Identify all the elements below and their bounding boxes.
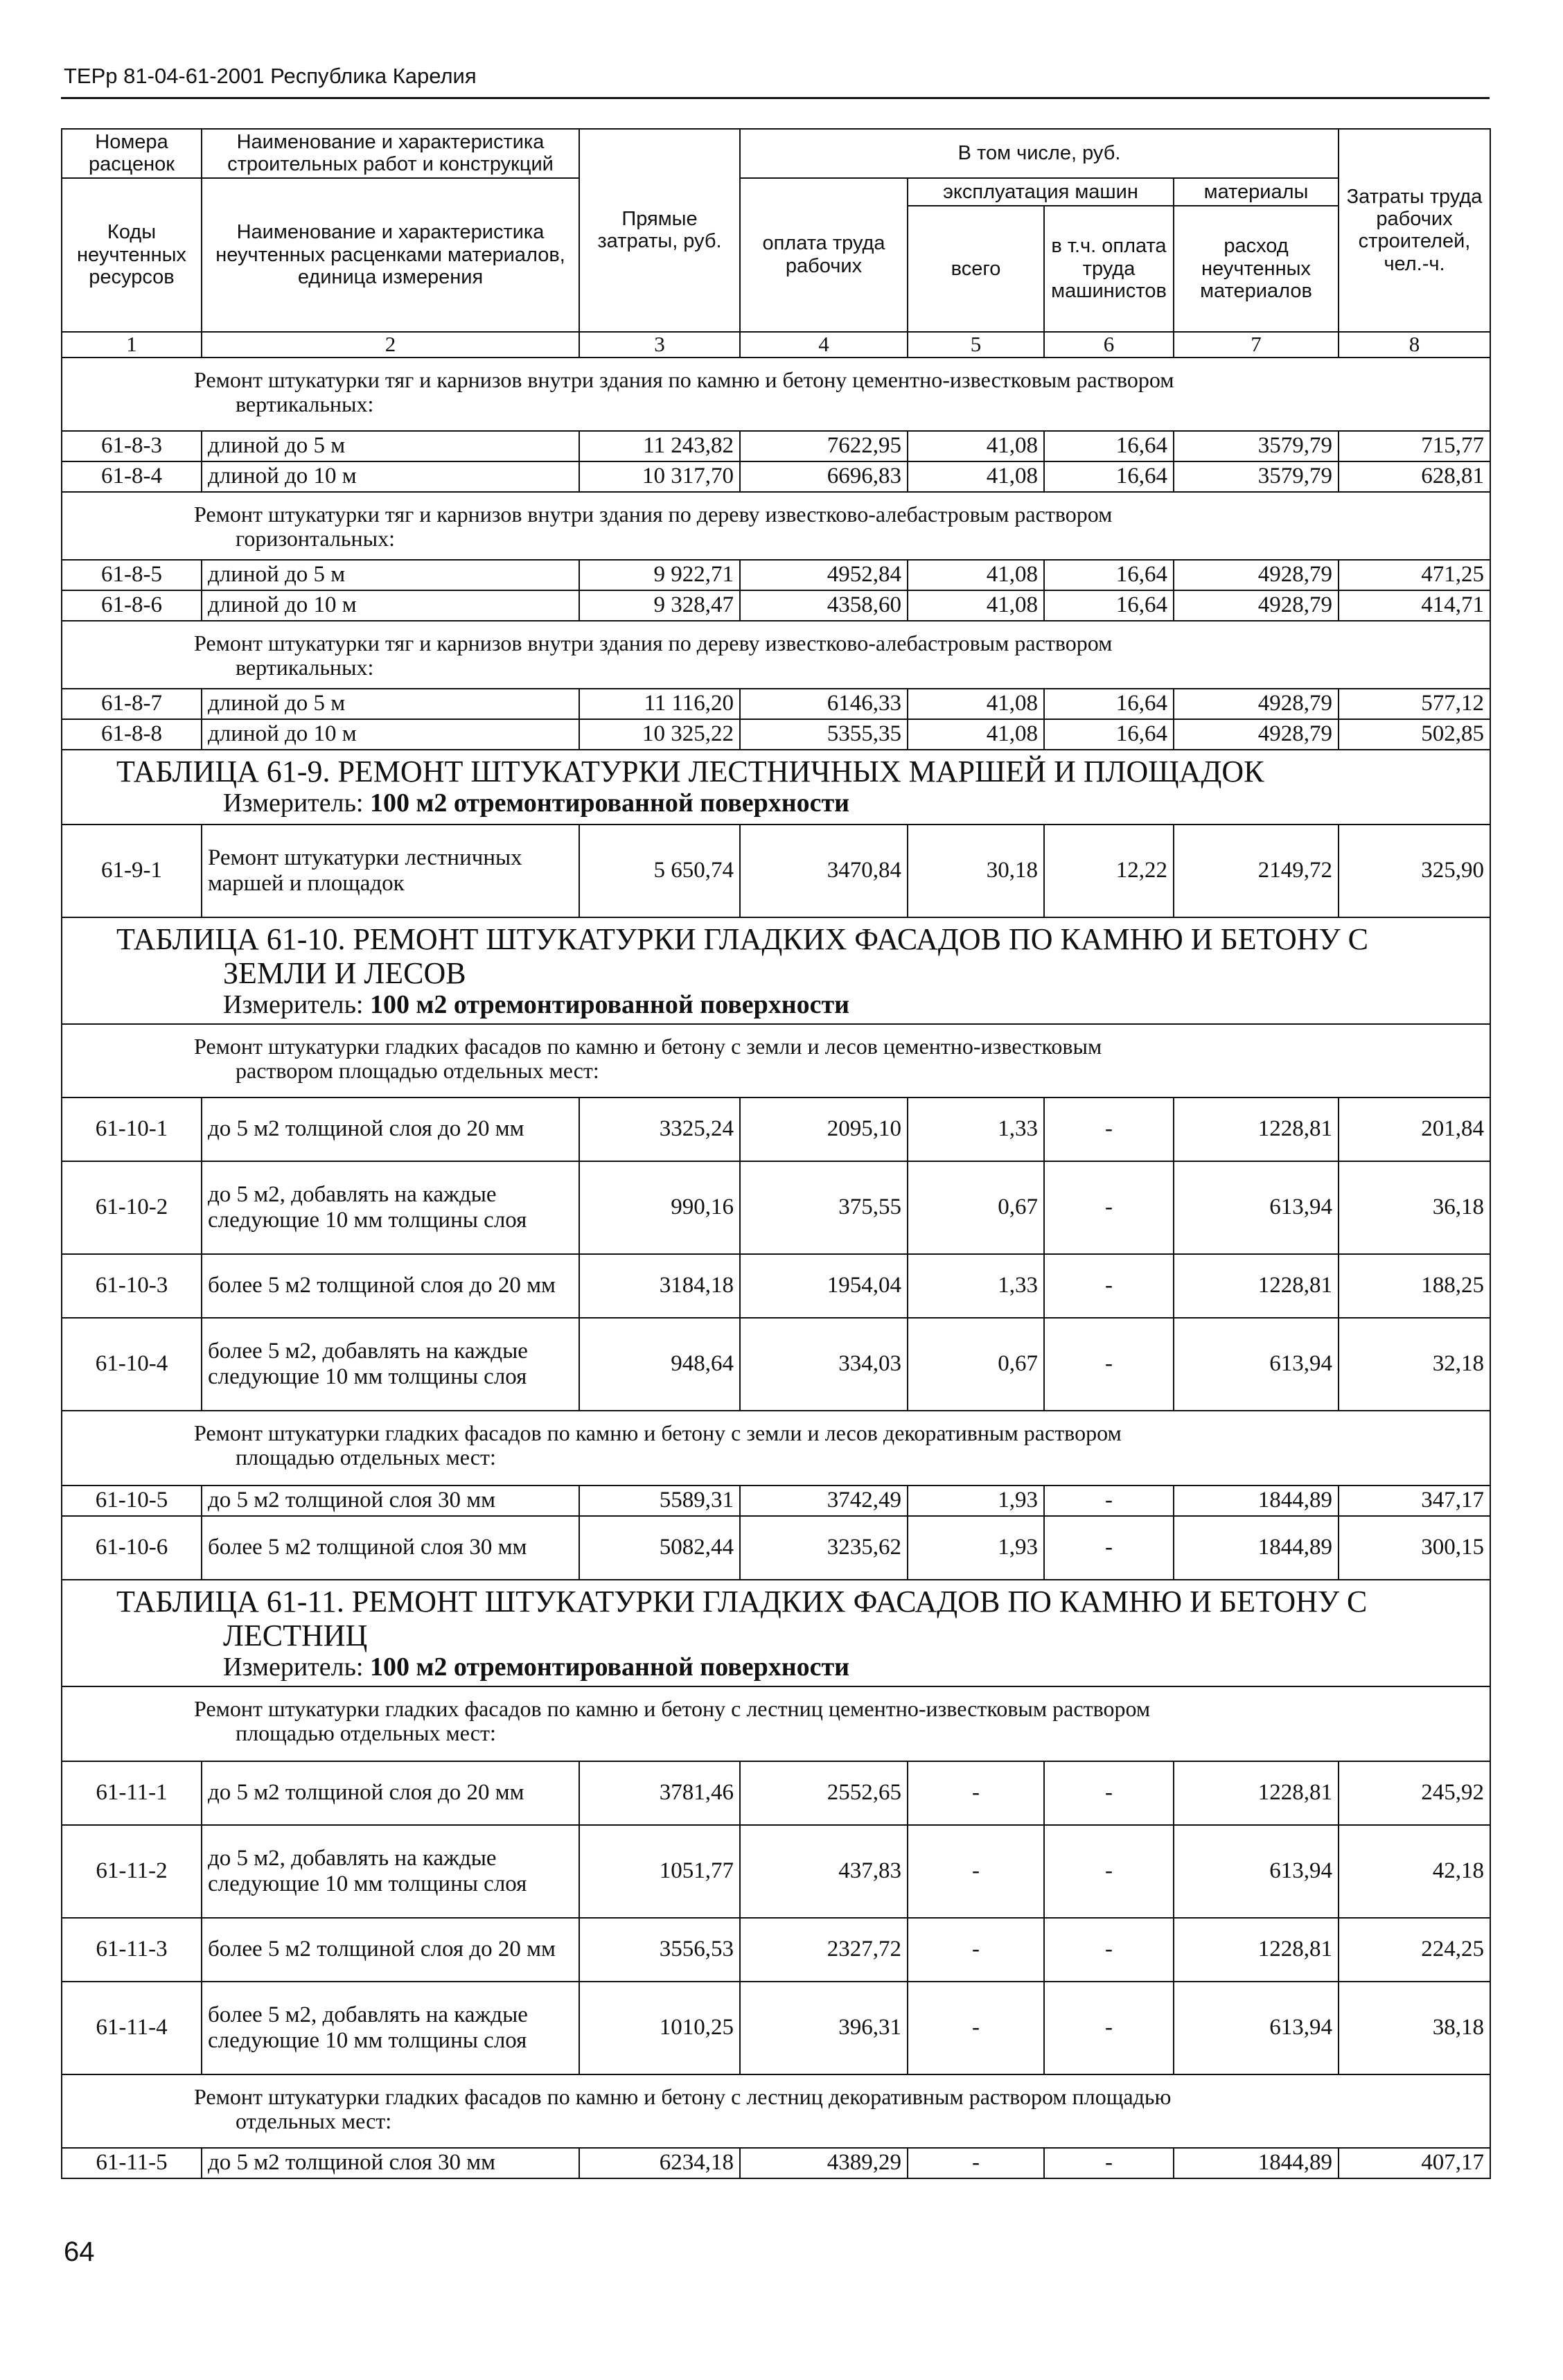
cell-machinists-pay: - bbox=[1044, 2148, 1174, 2178]
cell-rate-code: 61-8-4 bbox=[62, 461, 202, 492]
cell-direct-costs: 990,16 bbox=[579, 1161, 740, 1254]
table-title-line: ТАБЛИЦА 61-10. РЕМОНТ ШТУКАТУРКИ ГЛАДКИХ ФАСАДОВ ПО КАМНЮ И БЕТОНУ С bbox=[116, 922, 1369, 956]
table-title-line: ТАБЛИЦА 61-9. РЕМОНТ ШТУКАТУРКИ ЛЕСТНИЧНЫХ МАРШЕЙ И ПЛОЩАДОК bbox=[116, 754, 1264, 788]
cell-direct-costs: 9 922,71 bbox=[579, 560, 740, 590]
cell-materials-cost: 613,94 bbox=[1174, 1161, 1339, 1254]
cell-machinists-pay: 16,64 bbox=[1044, 719, 1174, 750]
cell-direct-costs: 948,64 bbox=[579, 1318, 740, 1411]
section-line: горизонтальных: bbox=[236, 526, 395, 552]
cell-machines-total: 0,67 bbox=[908, 1318, 1044, 1411]
cell-rate-code: 61-8-8 bbox=[62, 719, 202, 750]
cell-machinists-pay: - bbox=[1044, 1161, 1174, 1254]
cell-machines-total: - bbox=[908, 2148, 1044, 2178]
section-line: площадью отдельных мест: bbox=[236, 1720, 496, 1746]
cell-machines-total: 1,93 bbox=[908, 1486, 1044, 1516]
cell-labor-pay: 4952,84 bbox=[740, 560, 908, 590]
cell-work-name: длиной до 10 м bbox=[202, 461, 579, 492]
header-resource-codes: Коды неучтенных ресурсов bbox=[62, 178, 202, 332]
cell-rate-code: 61-10-1 bbox=[62, 1098, 202, 1161]
cell-work-name: более 5 м2 толщиной слоя до 20 мм bbox=[202, 1918, 579, 1982]
cell-materials-cost: 1844,89 bbox=[1174, 1516, 1339, 1580]
cell-work-name: до 5 м2, добавлять на каждые следующие 10 мм толщины слоя bbox=[202, 1825, 579, 1918]
cell-rate-code: 61-8-6 bbox=[62, 590, 202, 621]
col-number: 6 bbox=[1044, 332, 1174, 358]
header-labor-pay: оплата труда рабочих bbox=[740, 178, 908, 332]
cell-rate-code: 61-8-3 bbox=[62, 431, 202, 461]
cell-labor-hours: 414,71 bbox=[1339, 590, 1490, 621]
cell-materials-cost: 3579,79 bbox=[1174, 431, 1339, 461]
cell-machines-total: 41,08 bbox=[908, 431, 1044, 461]
cell-work-name: до 5 м2 толщиной слоя до 20 мм bbox=[202, 1761, 579, 1825]
section-heading bbox=[62, 1024, 1490, 1098]
table-row bbox=[62, 1918, 1490, 1982]
table-title-line: ЗЕМЛИ И ЛЕСОВ bbox=[223, 955, 466, 990]
cell-machinists-pay: 16,64 bbox=[1044, 689, 1174, 719]
table-row bbox=[62, 461, 1490, 492]
header-unaccounted-materials-name: Наименование и характеристика неучтенных расценками материалов, единица измерения bbox=[202, 178, 579, 332]
cell-work-name: длиной до 5 м bbox=[202, 431, 579, 461]
cell-direct-costs: 3556,53 bbox=[579, 1918, 740, 1982]
cell-rate-code: 61-8-5 bbox=[62, 560, 202, 590]
cell-materials-cost: 2149,72 bbox=[1174, 825, 1339, 917]
section-heading bbox=[62, 1411, 1490, 1486]
cell-labor-pay: 5355,35 bbox=[740, 719, 908, 750]
cell-machines-total: - bbox=[908, 1825, 1044, 1918]
cell-direct-costs: 9 328,47 bbox=[579, 590, 740, 621]
cell-rate-code: 61-10-6 bbox=[62, 1516, 202, 1580]
cell-labor-pay: 2552,65 bbox=[740, 1761, 908, 1825]
cell-machinists-pay: - bbox=[1044, 1098, 1174, 1161]
meter-value: 100 м2 отремонтированной поверхности bbox=[370, 788, 850, 818]
cell-materials-cost: 613,94 bbox=[1174, 1825, 1339, 1918]
section-heading bbox=[62, 492, 1490, 560]
section-line: Ремонт штукатурки тяг и карнизов внутри здания по дереву известково-алебастровым раствором bbox=[194, 630, 1113, 655]
col-number: 4 bbox=[740, 332, 908, 358]
cell-machinists-pay: 16,64 bbox=[1044, 560, 1174, 590]
cell-rate-code: 61-10-5 bbox=[62, 1486, 202, 1516]
cell-materials-cost: 4928,79 bbox=[1174, 689, 1339, 719]
rates-table bbox=[61, 128, 1491, 2179]
cell-labor-hours: 325,90 bbox=[1339, 825, 1490, 917]
header-direct-costs: Прямые затраты, руб. bbox=[579, 129, 740, 332]
table-row bbox=[62, 1254, 1490, 1318]
cell-direct-costs: 5082,44 bbox=[579, 1516, 740, 1580]
meter-label: Измеритель: bbox=[223, 788, 364, 818]
cell-machinists-pay: - bbox=[1044, 1982, 1174, 2074]
cell-machinists-pay: - bbox=[1044, 1486, 1174, 1516]
cell-direct-costs: 5 650,74 bbox=[579, 825, 740, 917]
cell-materials-cost: 4928,79 bbox=[1174, 590, 1339, 621]
table-meter bbox=[62, 990, 1490, 1020]
section-line: Ремонт штукатурки гладких фасадов по камню и бетону с земли и лесов декоративным раствором bbox=[194, 1420, 1122, 1445]
cell-machinists-pay: 16,64 bbox=[1044, 431, 1174, 461]
table-row bbox=[62, 590, 1490, 621]
cell-labor-hours: 502,85 bbox=[1339, 719, 1490, 750]
cell-machines-total: 41,08 bbox=[908, 560, 1044, 590]
cell-work-name: длиной до 10 м bbox=[202, 719, 579, 750]
cell-machines-total: 41,08 bbox=[908, 590, 1044, 621]
cell-labor-hours: 471,25 bbox=[1339, 560, 1490, 590]
meter-label: Измеритель: bbox=[223, 1652, 364, 1682]
col-number: 8 bbox=[1339, 332, 1490, 358]
cell-labor-hours: 577,12 bbox=[1339, 689, 1490, 719]
cell-labor-pay: 396,31 bbox=[740, 1982, 908, 2074]
cell-materials-cost: 613,94 bbox=[1174, 1318, 1339, 1411]
section-line: Ремонт штукатурки тяг и карнизов внутри здания по камню и бетону цементно-известковым раствором bbox=[194, 367, 1174, 392]
cell-rate-code: 61-10-3 bbox=[62, 1254, 202, 1318]
cell-labor-hours: 407,17 bbox=[1339, 2148, 1490, 2178]
cell-machinists-pay: 16,64 bbox=[1044, 461, 1174, 492]
table-row bbox=[62, 1318, 1490, 1411]
cell-labor-pay: 2327,72 bbox=[740, 1918, 908, 1982]
cell-machinists-pay: - bbox=[1044, 1516, 1174, 1580]
cell-machines-total: 41,08 bbox=[908, 719, 1044, 750]
cell-machines-total: - bbox=[908, 1982, 1044, 2074]
cell-rate-code: 61-11-3 bbox=[62, 1918, 202, 1982]
table-title bbox=[62, 750, 1490, 825]
cell-machinists-pay: - bbox=[1044, 1318, 1174, 1411]
cell-machinists-pay: - bbox=[1044, 1761, 1174, 1825]
section-line: вертикальных: bbox=[236, 655, 374, 680]
cell-machinists-pay: - bbox=[1044, 1918, 1174, 1982]
cell-machinists-pay: - bbox=[1044, 1825, 1174, 1918]
section-heading bbox=[62, 621, 1490, 689]
cell-labor-pay: 6146,33 bbox=[740, 689, 908, 719]
cell-labor-pay: 3235,62 bbox=[740, 1516, 908, 1580]
table-title bbox=[62, 917, 1490, 1024]
cell-direct-costs: 6234,18 bbox=[579, 2148, 740, 2178]
section-line: площадью отдельных мест: bbox=[236, 1445, 496, 1470]
page-number: 64 bbox=[64, 2237, 95, 2267]
cell-machines-total: 1,93 bbox=[908, 1516, 1044, 1580]
meter-value: 100 м2 отремонтированной поверхности bbox=[370, 1652, 850, 1682]
cell-labor-hours: 245,92 bbox=[1339, 1761, 1490, 1825]
cell-work-name: до 5 м2, добавлять на каждые следующие 10 мм толщины слоя bbox=[202, 1161, 579, 1254]
cell-labor-pay: 6696,83 bbox=[740, 461, 908, 492]
table-row bbox=[62, 1161, 1490, 1254]
cell-direct-costs: 3781,46 bbox=[579, 1761, 740, 1825]
cell-materials-cost: 1844,89 bbox=[1174, 2148, 1339, 2178]
cell-direct-costs: 1051,77 bbox=[579, 1825, 740, 1918]
cell-labor-hours: 347,17 bbox=[1339, 1486, 1490, 1516]
table-row bbox=[62, 1486, 1490, 1516]
cell-machines-total: - bbox=[908, 1761, 1044, 1825]
cell-work-name: до 5 м2 толщиной слоя 30 мм bbox=[202, 2148, 579, 2178]
col-number: 7 bbox=[1174, 332, 1339, 358]
meter-label: Измеритель: bbox=[223, 990, 364, 1020]
cell-rate-code: 61-11-2 bbox=[62, 1825, 202, 1918]
cell-materials-cost: 1844,89 bbox=[1174, 1486, 1339, 1516]
table-title-line: ТАБЛИЦА 61-11. РЕМОНТ ШТУКАТУРКИ ГЛАДКИХ ФАСАДОВ ПО КАМНЮ И БЕТОНУ С bbox=[116, 1584, 1368, 1619]
cell-labor-pay: 3470,84 bbox=[740, 825, 908, 917]
table-row bbox=[62, 1098, 1490, 1161]
cell-labor-pay: 2095,10 bbox=[740, 1098, 908, 1161]
col-number: 3 bbox=[579, 332, 740, 358]
cell-rate-code: 61-10-4 bbox=[62, 1318, 202, 1411]
cell-rate-code: 61-8-7 bbox=[62, 689, 202, 719]
cell-labor-hours: 715,77 bbox=[1339, 431, 1490, 461]
cell-materials-cost: 4928,79 bbox=[1174, 719, 1339, 750]
cell-work-name: более 5 м2, добавлять на каждые следующие 10 мм толщины слоя bbox=[202, 1318, 579, 1411]
cell-materials-cost: 3579,79 bbox=[1174, 461, 1339, 492]
cell-labor-hours: 300,15 bbox=[1339, 1516, 1490, 1580]
cell-labor-pay: 4358,60 bbox=[740, 590, 908, 621]
cell-labor-hours: 32,18 bbox=[1339, 1318, 1490, 1411]
table-row bbox=[62, 719, 1490, 750]
header-rate-numbers: Номера расценок bbox=[62, 129, 202, 178]
cell-work-name: до 5 м2 толщиной слоя до 20 мм bbox=[202, 1098, 579, 1161]
section-line: отдельных мест: bbox=[236, 2108, 392, 2134]
section-heading bbox=[62, 358, 1490, 431]
table-title-line: ЛЕСТНИЦ bbox=[223, 1618, 368, 1652]
cell-labor-hours: 201,84 bbox=[1339, 1098, 1490, 1161]
cell-labor-pay: 375,55 bbox=[740, 1161, 908, 1254]
cell-labor-pay: 4389,29 bbox=[740, 2148, 908, 2178]
cell-direct-costs: 3184,18 bbox=[579, 1254, 740, 1318]
cell-labor-hours: 42,18 bbox=[1339, 1825, 1490, 1918]
cell-rate-code: 61-11-4 bbox=[62, 1982, 202, 2074]
table-row bbox=[62, 560, 1490, 590]
cell-labor-hours: 224,25 bbox=[1339, 1918, 1490, 1982]
cell-direct-costs: 3325,24 bbox=[579, 1098, 740, 1161]
cell-machines-total: 41,08 bbox=[908, 461, 1044, 492]
table-row bbox=[62, 1982, 1490, 2074]
cell-direct-costs: 1010,25 bbox=[579, 1982, 740, 2074]
header-rule bbox=[61, 97, 1490, 99]
cell-machines-total: 1,33 bbox=[908, 1254, 1044, 1318]
cell-machines-total: 0,67 bbox=[908, 1161, 1044, 1254]
cell-work-name: длиной до 10 м bbox=[202, 590, 579, 621]
cell-materials-cost: 1228,81 bbox=[1174, 1098, 1339, 1161]
table-title bbox=[62, 1580, 1490, 1686]
table-row bbox=[62, 431, 1490, 461]
col-number: 2 bbox=[202, 332, 579, 358]
header-labor-costs: Затраты труда рабочих строителей, чел.-ч. bbox=[1339, 129, 1490, 332]
cell-direct-costs: 10 317,70 bbox=[579, 461, 740, 492]
cell-work-name: более 5 м2, добавлять на каждые следующие 10 мм толщины слоя bbox=[202, 1982, 579, 2074]
table-row bbox=[62, 1516, 1490, 1580]
cell-machines-total: 41,08 bbox=[908, 689, 1044, 719]
cell-rate-code: 61-10-2 bbox=[62, 1161, 202, 1254]
table-row bbox=[62, 1825, 1490, 1918]
cell-labor-hours: 38,18 bbox=[1339, 1982, 1490, 2074]
cell-direct-costs: 10 325,22 bbox=[579, 719, 740, 750]
cell-labor-pay: 334,03 bbox=[740, 1318, 908, 1411]
cell-machines-total: - bbox=[908, 1918, 1044, 1982]
cell-labor-pay: 437,83 bbox=[740, 1825, 908, 1918]
cell-labor-hours: 628,81 bbox=[1339, 461, 1490, 492]
cell-direct-costs: 5589,31 bbox=[579, 1486, 740, 1516]
cell-materials-cost: 4928,79 bbox=[1174, 560, 1339, 590]
section-heading bbox=[62, 1686, 1490, 1761]
cell-direct-costs: 11 243,82 bbox=[579, 431, 740, 461]
cell-rate-code: 61-9-1 bbox=[62, 825, 202, 917]
cell-work-name: длиной до 5 м bbox=[202, 689, 579, 719]
meter-value: 100 м2 отремонтированной поверхности bbox=[370, 990, 850, 1020]
cell-labor-pay: 7622,95 bbox=[740, 431, 908, 461]
cell-machinists-pay: - bbox=[1044, 1254, 1174, 1318]
cell-machines-total: 30,18 bbox=[908, 825, 1044, 917]
table-row bbox=[62, 825, 1490, 917]
table-row bbox=[62, 689, 1490, 719]
col-number: 1 bbox=[62, 332, 202, 358]
cell-labor-pay: 1954,04 bbox=[740, 1254, 908, 1318]
header-machinists-pay: в т.ч. оплата труда машинистов bbox=[1044, 206, 1174, 332]
section-heading bbox=[62, 2074, 1490, 2148]
table-row bbox=[62, 1761, 1490, 1825]
section-line: раствором площадью отдельных мест: bbox=[236, 1058, 599, 1084]
header-materials-unaccounted: расход неучтенных материалов bbox=[1174, 206, 1339, 332]
col-number: 5 bbox=[908, 332, 1044, 358]
header-work-name: Наименование и характеристика строительных работ и конструкций bbox=[202, 129, 579, 178]
cell-materials-cost: 1228,81 bbox=[1174, 1761, 1339, 1825]
page-header: ТЕРр 81-04-61-2001 Республика Карелия bbox=[64, 64, 477, 88]
cell-materials-cost: 1228,81 bbox=[1174, 1918, 1339, 1982]
header-materials: материалы bbox=[1174, 178, 1339, 206]
table-meter bbox=[62, 788, 1490, 818]
cell-materials-cost: 1228,81 bbox=[1174, 1254, 1339, 1318]
section-line: Ремонт штукатурки гладких фасадов по камню и бетону с лестниц декоративным раствором площадью bbox=[194, 2083, 1172, 2109]
cell-work-name: более 5 м2 толщиной слоя до 20 мм bbox=[202, 1254, 579, 1318]
section-line: Ремонт штукатурки тяг и карнизов внутри здания по дереву известково-алебастровым раствором bbox=[194, 501, 1113, 527]
cell-labor-pay: 3742,49 bbox=[740, 1486, 908, 1516]
cell-direct-costs: 11 116,20 bbox=[579, 689, 740, 719]
header-including: В том числе, руб. bbox=[740, 129, 1339, 178]
cell-machines-total: 1,33 bbox=[908, 1098, 1044, 1161]
cell-work-name: Ремонт штукатурки лестничных маршей и площадок bbox=[202, 825, 579, 917]
header-machines: эксплуатация машин bbox=[908, 178, 1174, 206]
cell-machinists-pay: 12,22 bbox=[1044, 825, 1174, 917]
cell-work-name: более 5 м2 толщиной слоя 30 мм bbox=[202, 1516, 579, 1580]
cell-rate-code: 61-11-5 bbox=[62, 2148, 202, 2178]
cell-work-name: до 5 м2 толщиной слоя 30 мм bbox=[202, 1486, 579, 1516]
cell-work-name: длиной до 5 м bbox=[202, 560, 579, 590]
header-machines-total: всего bbox=[908, 206, 1044, 332]
cell-labor-hours: 188,25 bbox=[1339, 1254, 1490, 1318]
cell-rate-code: 61-11-1 bbox=[62, 1761, 202, 1825]
table-meter bbox=[62, 1652, 1490, 1682]
cell-materials-cost: 613,94 bbox=[1174, 1982, 1339, 2074]
section-line: вертикальных: bbox=[236, 391, 374, 417]
section-line: Ремонт штукатурки гладких фасадов по камню и бетону с земли и лесов цементно-известковым bbox=[194, 1033, 1102, 1059]
cell-labor-hours: 36,18 bbox=[1339, 1161, 1490, 1254]
section-line: Ремонт штукатурки гладких фасадов по камню и бетону с лестниц цементно-известковым раствором bbox=[194, 1695, 1151, 1721]
cell-machinists-pay: 16,64 bbox=[1044, 590, 1174, 621]
table-row bbox=[62, 2148, 1490, 2178]
